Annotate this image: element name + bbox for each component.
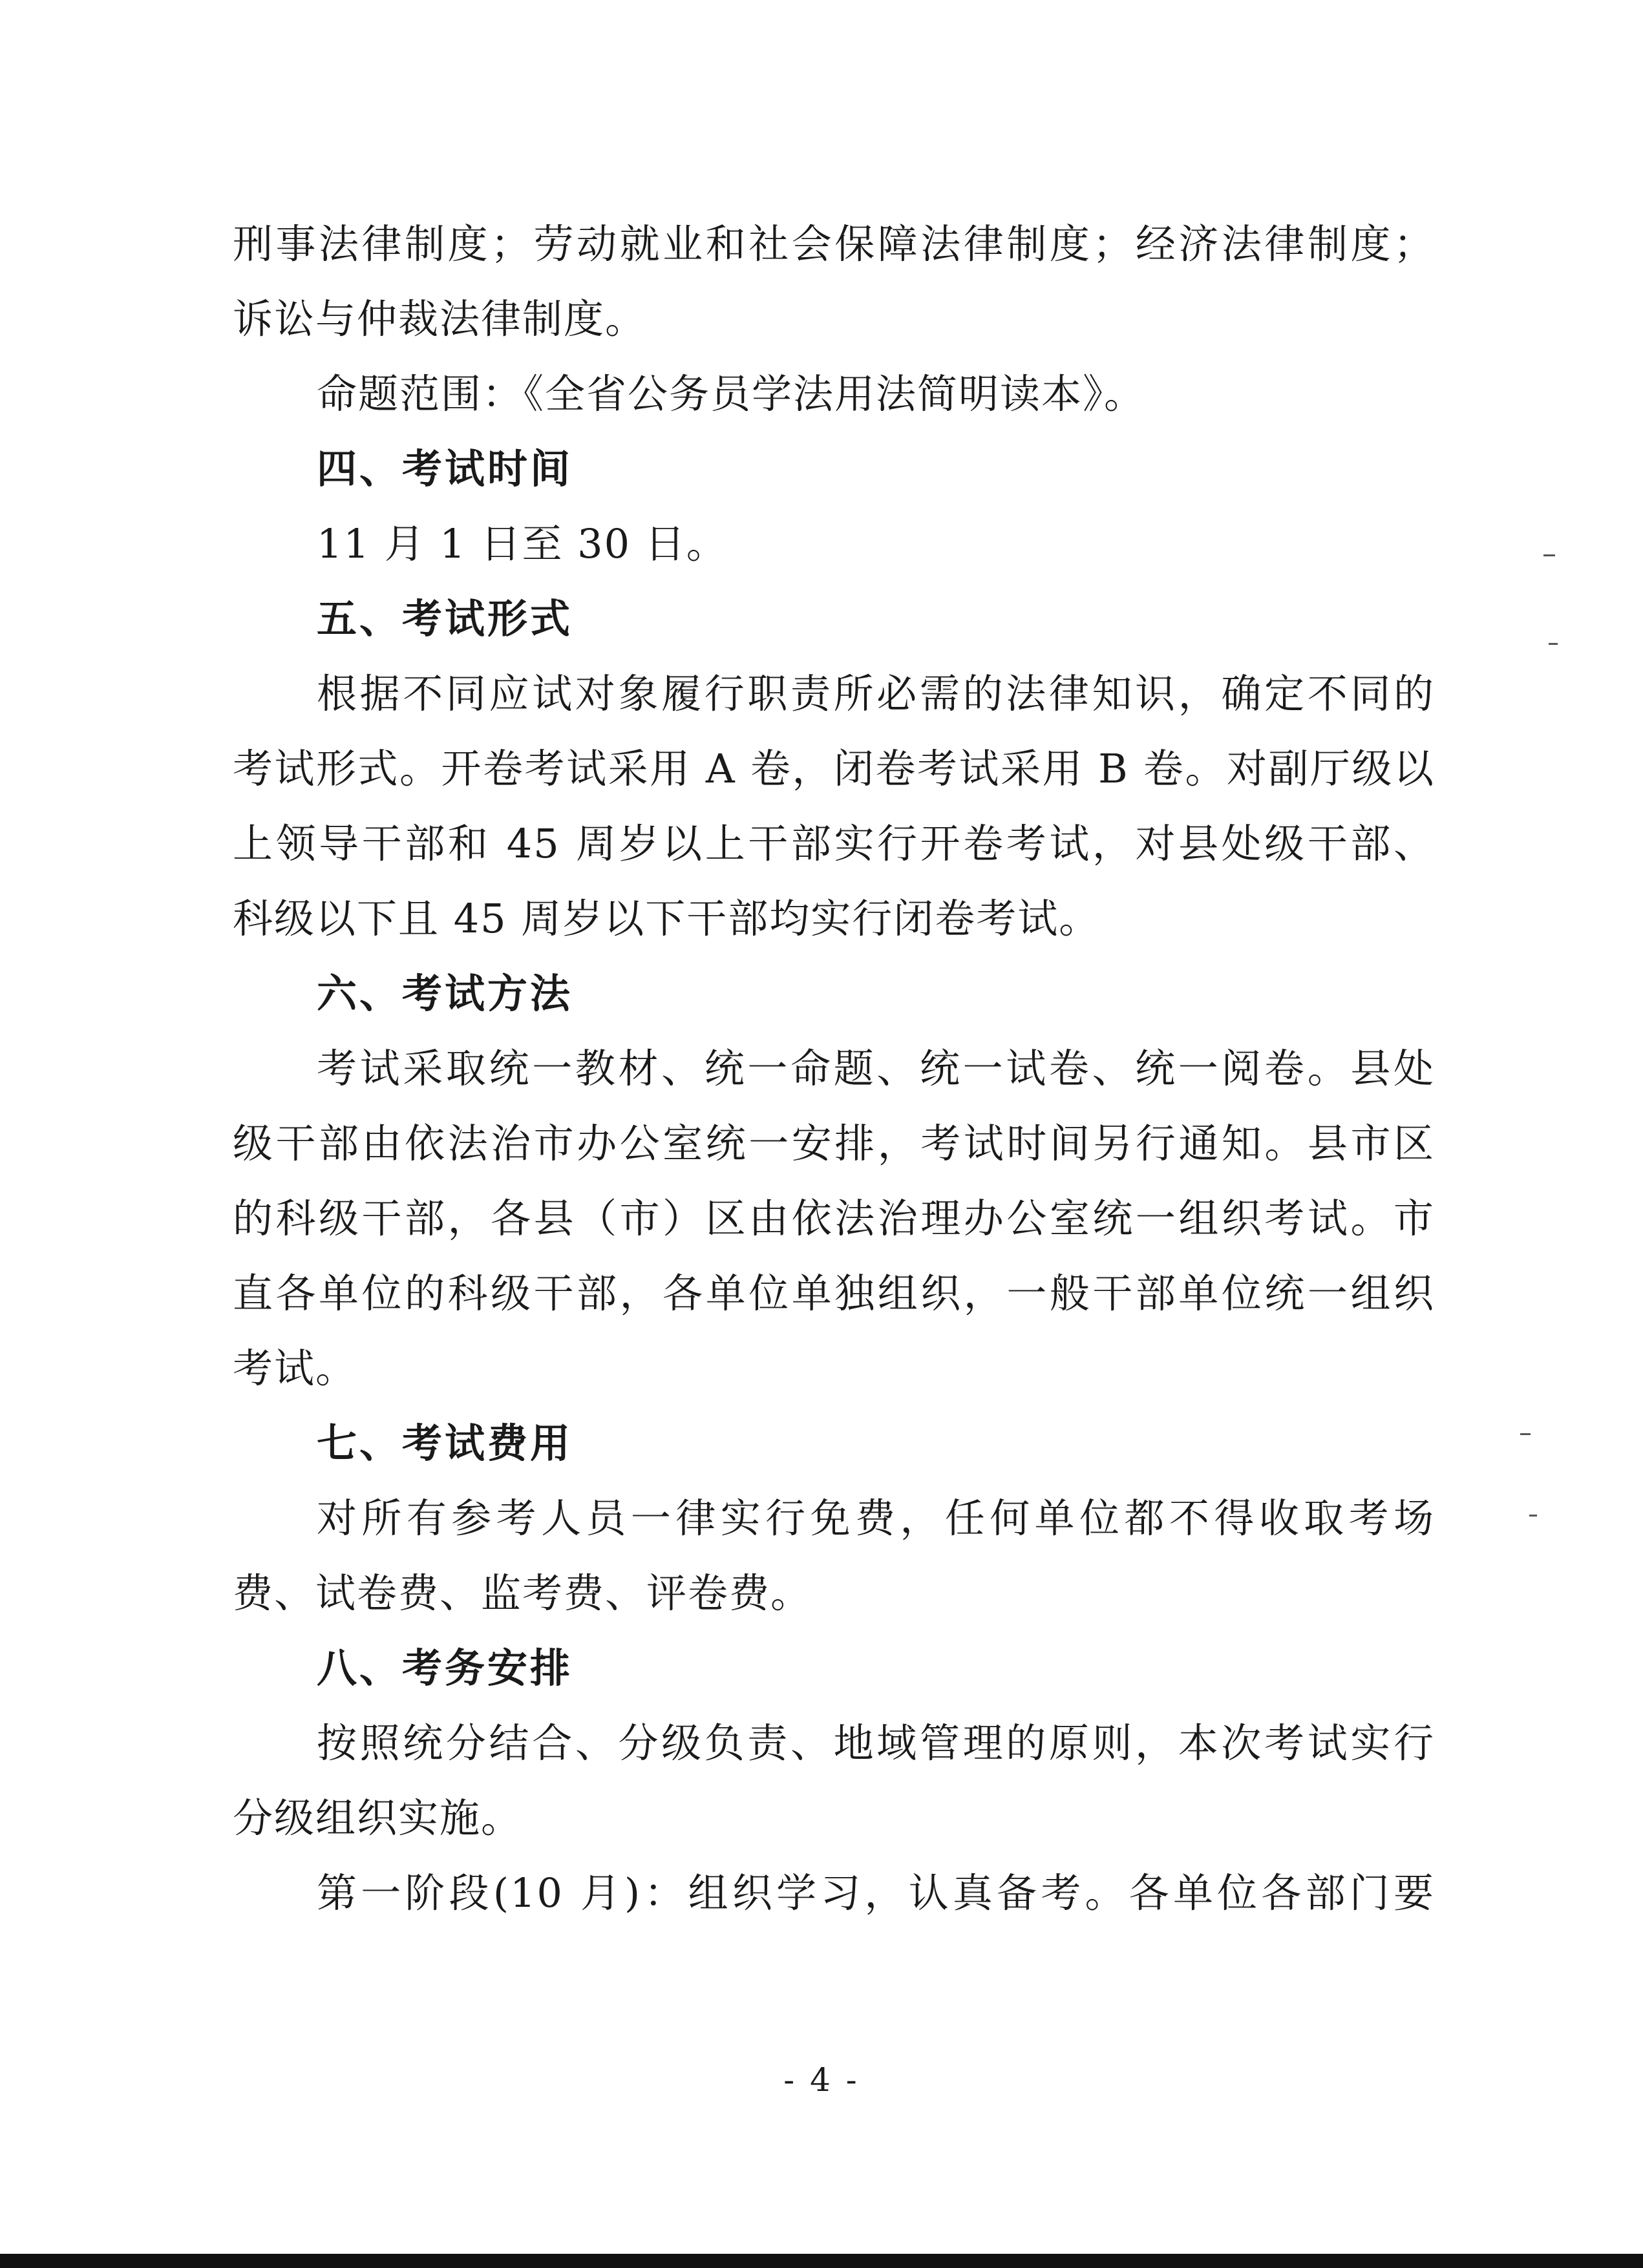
section-heading: 四、考试时间 (317, 445, 573, 492)
text-line: 诉讼与仲裁法律制度。 (233, 295, 647, 342)
text-line: 的科级干部，各县（市）区由依法治理办公室统一组织考试。市 (233, 1195, 1435, 1242)
text-line: 刑事法律制度；劳动就业和社会保障法律制度；经济法律制度； (233, 220, 1435, 268)
text-line: 第一阶段(10 月)：组织学习，认真备考。各单位各部门要 (317, 1869, 1435, 1916)
scan-edge (0, 2254, 1643, 2268)
text-line: 级干部由依法治市办公室统一安排，考试时间另行通知。县市区 (233, 1120, 1435, 1167)
text-line: 考试形式。开卷考试采用 A 卷，闭卷考试采用 B 卷。对副厅级以 (233, 745, 1435, 792)
text-line: 根据不同应试对象履行职责所必需的法律知识，确定不同的 (317, 670, 1435, 717)
text-line: 对所有参考人员一律实行免费，任何单位都不得收取考场 (317, 1495, 1435, 1542)
scan-speck (1543, 554, 1555, 556)
text-line: 命题范围：《全省公务员学法用法简明读本》。 (317, 370, 1146, 417)
scan-speck (1520, 1433, 1531, 1435)
text-line: 11 月 1 日至 30 日。 (317, 520, 728, 567)
text-line: 考试采取统一教材、统一命题、统一试卷、统一阅卷。县处 (317, 1045, 1435, 1092)
text-line: 上领导干部和 45 周岁以上干部实行开卷考试，对县处级干部、 (233, 820, 1435, 867)
page-number: - 4 - (783, 2061, 860, 2099)
section-heading: 五、考试形式 (317, 595, 573, 642)
text-line: 科级以下且 45 周岁以下干部均实行闭卷考试。 (233, 895, 1101, 942)
text-line: 费、试卷费、监考费、评卷费。 (233, 1570, 812, 1617)
section-heading: 六、考试方法 (317, 970, 573, 1017)
scan-speck (1549, 643, 1558, 645)
text-line: 考试。 (233, 1345, 357, 1392)
document-body (233, 207, 1435, 1931)
section-heading: 七、考试费用 (317, 1420, 573, 1467)
text-line: 直各单位的科级干部，各单位单独组织，一般干部单位统一组织 (233, 1270, 1435, 1317)
scan-speck (1529, 1515, 1537, 1517)
text-line: 按照统分结合、分级负责、地域管理的原则，本次考试实行 (317, 1719, 1435, 1767)
section-heading: 八、考务安排 (317, 1644, 573, 1692)
text-line: 分级组织实施。 (233, 1794, 523, 1842)
